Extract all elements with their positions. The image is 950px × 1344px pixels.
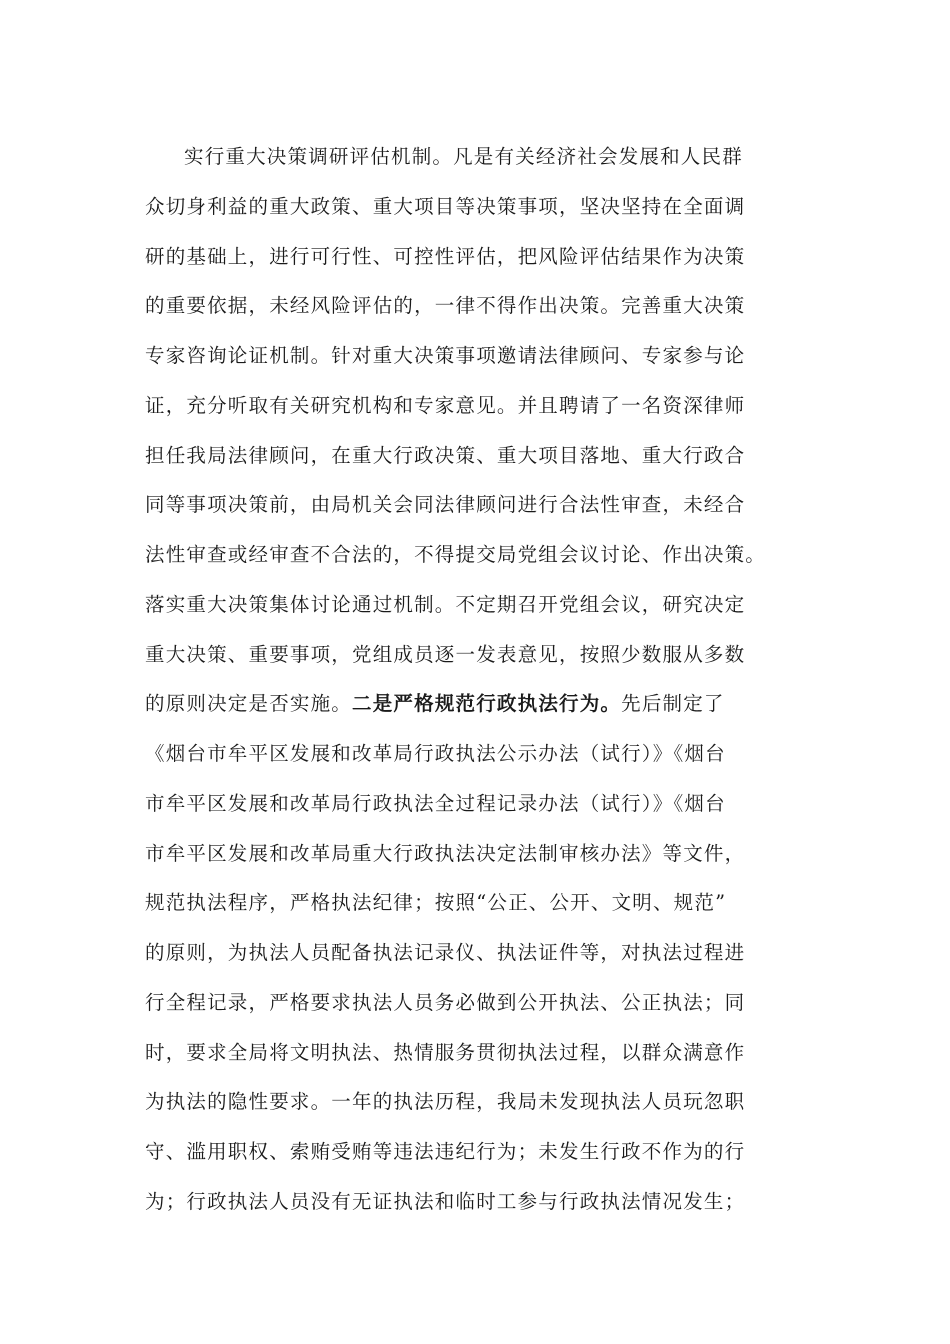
text-line-20: 为执法的隐性要求。一年的执法历程，我局未发现执法人员玩忽职 (145, 1090, 746, 1114)
text-line-8: 同等事项决策前，由局机关会同法律顾问进行合法性审查，未经合 (145, 493, 746, 517)
text-line-15: 市牟平区发展和改革局重大行政执法决定法制审核办法》等文件， (145, 841, 746, 865)
text-line-11: 重大决策、重要事项，党组成员逐一发表意见，按照少数服从多数 (145, 642, 746, 666)
text-line-7: 担任我局法律顾问，在重大行政决策、重大项目落地、重大行政合 (145, 443, 746, 467)
text-line-13: 《烟台市牟平区发展和改革局行政执法公示办法（试行）》《烟台 (145, 742, 726, 765)
text-line-6: 证，充分听取有关研究机构和专家意见。并且聘请了一名资深律师 (145, 393, 746, 417)
text-line-17: 的原则，为执法人员配备执法记录仪、执法证件等，对执法过程进 (145, 941, 746, 964)
text-line-9: 法性审查或经审查不合法的，不得提交局党组会议讨论、作出决策。 (145, 543, 767, 566)
text-line-22: 为；行政执法人员没有无证执法和临时工参与行政执法情况发生； (145, 1189, 746, 1213)
body-text (145, 132, 845, 1227)
text-line-10: 落实重大决策集体讨论通过机制。不定期召开党组会议，研究决定 (145, 592, 746, 616)
text-line-18: 行全程记录，严格要求执法人员务必做到公开执法、公正执法；同 (145, 990, 746, 1014)
text-line-2: 众切身利益的重大政策、重大项目等决策事项，坚决坚持在全面调 (145, 194, 746, 218)
text-line-4: 的重要依据，未经风险评估的，一律不得作出决策。完善重大决策 (145, 294, 746, 318)
text-line-19: 时，要求全局将文明执法、热情服务贯彻执法过程，以群众满意作 (145, 1040, 746, 1064)
text-line-1: 实行重大决策调研评估机制。凡是有关经济社会发展和人民群 (184, 145, 743, 168)
text-line-21: 守、滥用职权、索贿受贿等违法违纪行为；未发生行政不作为的行 (145, 1140, 746, 1163)
section-heading-2: 二是严格规范行政执法行为。 (352, 692, 622, 716)
text-line-12 (145, 679, 845, 729)
text-line-12-start: 的原则决定是否实施。 (145, 692, 353, 716)
text-line-12-end: 先后制定了 (621, 692, 725, 716)
text-line-3: 研的基础上，进行可行性、可控性评估，把风险评估结果作为决策 (145, 244, 746, 268)
text-line-14: 市牟平区发展和改革局行政执法全过程记录办法（试行）》《烟台 (145, 791, 726, 815)
text-line-5: 专家咨询论证机制。针对重大决策事项邀请法律顾问、专家参与论 (145, 344, 746, 367)
text-line-16: 规范执法程序，严格执法纪律；按照“公正、公开、文明、规范” (145, 891, 727, 915)
